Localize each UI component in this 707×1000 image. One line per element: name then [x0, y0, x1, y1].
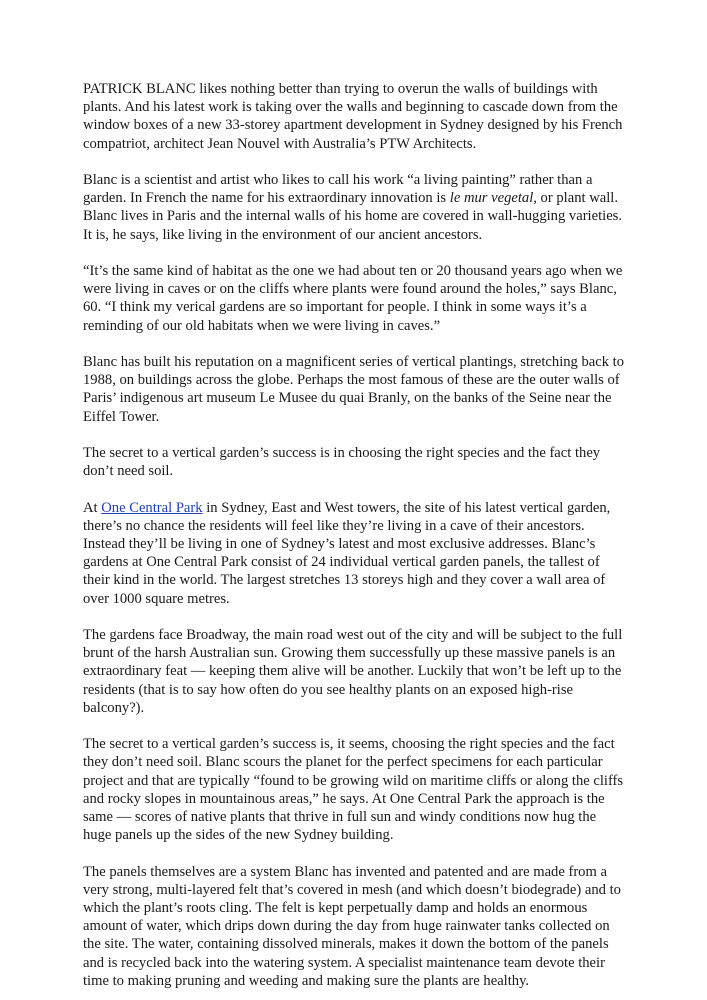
paragraph-species: The secret to a vertical garden’s success is, it seems, choosing the right species and the fact they don’t need soil. Blanc scours the planet for the perfect specimens for each particular project and that are typically “found to be growing wild on maritime cliffs or along the cliffs and rocky slopes in mountainous areas,” he says. At One Central Park the approach is the same — scores of native plants that thrive in full sun and windy conditions now hug the huge panels up the sides of the new Sydney building. — [83, 736, 624, 844]
paragraph-quote-habitat: “It’s the same kind of habitat as the one we had about ten or 20 thousand years ago when we were living in caves or on the cliffs where plants were found around the holes,” says Blanc, 60. “I think my verical gardens are so important for people. I think in some ways it’s a reminding of our old habitats when we were living in caves.” — [83, 263, 623, 334]
one-central-park-link[interactable]: One Central Park — [101, 499, 203, 516]
paragraph-secret: The secret to a vertical garden’s success is in choosing the right species and the fact they don’t need soil. — [83, 445, 601, 480]
paragraph-text: At — [83, 499, 102, 516]
paragraph-reputation: Blanc has built his reputation on a magnificent series of vertical plantings, stretching back to 1988, on buildings across the globe. Perhaps the most famous of these are the outer walls of Paris’ indigenous art museum Le Musee du quai Branly, on the banks of the Seine near the Eiffel Tower. — [83, 354, 625, 425]
paragraph-text: Blanc is a scientist and artist who likes to call his work “a living painting” rather than a garden. In French the name for his extraordinary innovation is — [83, 172, 593, 207]
paragraph-broadway: The gardens face Broadway, the main road west out of the city and will be subject to the full brunt of the harsh Australian sun. Growing them successfully up these massive panels is an extraordinary feat — keeping them alive will be another. Luckily that won’t be left up to the residents (that is to say how often do you see healthy plants on an exposed high-rise balcony?). — [83, 627, 623, 716]
document-body — [83, 80, 628, 990]
paragraph-one-central-park — [83, 499, 628, 608]
paragraph-text: in Sydney, East and West towers, the site of his latest vertical garden, there’s no chance the residents will feel like they’re living in a cave of their ancestors. Instead they’ll be living in one of Sydney’s latest and most exclusive addresses. Blanc’s gardens at One Central Park consist of 24 individual vertical garden panels, the tallest of their kind in the world. The largest stretches 13 storeys high and they cover a wall area of over 1000 square metres. — [83, 499, 611, 607]
paragraph-panels: The panels themselves are a system Blanc has invented and patented and are made from a very strong, multi-layered felt that’s covered in mesh (and which doesn’t biodegrade) and to which the plant’s roots cling. The felt is kept perpetually damp and holds an enormous amount of water, which drips down during the day from huge rainwater tanks collected on the site. The water, containing dissolved minerals, makes it down the bottom of the panels and is recycled back into the watering system. A specialist maintenance team devote their time to making pruning and weeding and making sure the plants are healthy. — [83, 863, 621, 989]
paragraph-living-painting — [83, 171, 628, 244]
paragraph-text: or plant wall. Blanc lives in Paris and the internal walls of his home are covered in wall-hugging varieties. It is, he says, like living in the environment of our ancient ancestors. — [83, 190, 623, 243]
paragraph-intro: PATRICK BLANC likes nothing better than trying to overun the walls of buildings with plants. And his latest work is taking over the walls and beginning to cascade down from the window boxes of a new 33-storey apartment development in Sydney designed by his French compatriot, architect Jean Nouvel with Australia’s PTW Architects. — [83, 81, 623, 152]
italic-term: le mur vegetal, — [449, 190, 537, 207]
